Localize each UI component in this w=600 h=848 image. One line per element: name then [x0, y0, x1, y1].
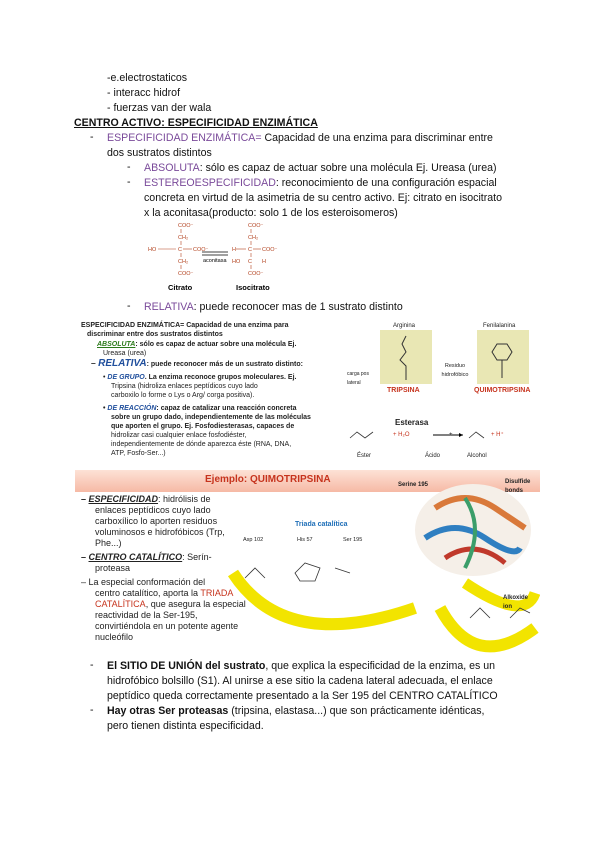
sitio-l3: peptídico queda correctamente presentado a la Ser 195 del CENTRO CATALÍTICO: [107, 690, 498, 702]
embedded-slide: [75, 318, 540, 656]
spec-definition: [107, 131, 493, 145]
otras-term: Hay otras Ser proteasas: [107, 705, 229, 717]
slide-reac-term: DE REACCIÓN: [107, 405, 157, 412]
atom-coo: COO⁻: [178, 223, 194, 229]
list-item-hydrophobic: - interacc hidrof: [107, 87, 181, 99]
atom-ch2: CH₂: [248, 235, 259, 241]
fenilalanina-box: [477, 330, 529, 384]
slide-conf-l3-text: , que asegura la especial: [145, 599, 246, 609]
list-item-vanderwaals: - fuerzas van der wala: [107, 102, 212, 114]
relativa-term: RELATIVA: [144, 301, 194, 313]
quimotripsina-label: QUIMOTRIPSINA: [474, 387, 531, 394]
relativa-text: : puede reconocer mas de 1 sustrato distinto: [193, 301, 403, 313]
slide-conf-l2: [95, 588, 233, 599]
carga-label: carga pos lateral: [347, 371, 369, 386]
arginina-label: Arginina: [393, 323, 416, 329]
citrate-label: Citrato: [168, 283, 193, 292]
slide-reac-l2: sobre un grupo dado, independientemente de las moléculas: [111, 414, 311, 421]
otras-l2: pero tienen distinta especificidad.: [107, 720, 264, 732]
atom-h: H: [262, 259, 266, 265]
section-heading: CENTRO ACTIVO: ESPECIFICIDAD ENZIMÁTICA: [74, 117, 318, 129]
slide-esp-l4: voluminosos e hidrofóbicos (Trp,: [95, 527, 225, 537]
slide-conf-l6: nucleófilo: [95, 632, 134, 642]
sitio-term: El SITIO DE UNIÓN del sustrato: [107, 660, 266, 672]
slide-grupo-l1: . La enzima reconoce grupos moleculares. Ej.: [144, 374, 297, 381]
atom-h: H: [232, 247, 236, 253]
alkoxide-label: Alkoxide ion: [503, 595, 529, 610]
slide-esp-l3: carboxílico lo aporten residuos: [95, 516, 218, 526]
sitio-l1: , que explica la especificidad de la enzima, es un: [265, 660, 496, 672]
sitio-l2: hidrofóbico bolsillo (S1). Al unirse a ese sitio la cadena lateral adecuada, el enlace: [107, 675, 493, 687]
slide-conf-l3: [95, 599, 246, 610]
slide-centro: – CENTRO CATALÍTICO: Serín-: [81, 552, 212, 562]
bullet-dash: -: [127, 161, 131, 173]
arginina-structure-icon: [380, 330, 432, 384]
atom-coo: COO⁻: [178, 271, 194, 277]
ser-label: Ser 195: [343, 537, 363, 543]
slide-conf-l2-text: centro catalítico, aporta la: [95, 588, 199, 598]
slide-triada: TRIADA: [200, 588, 234, 598]
estereo-line3: x la aconitasa(producto: solo 1 de los esteroisomeros): [144, 207, 398, 219]
bullet-dash: -: [127, 176, 131, 188]
sitio-item: [107, 659, 495, 673]
absoluta-text: : sólo es capaz de actuar sobre una molécula Ej. Ureasa (urea): [199, 162, 497, 174]
his-label: His 57: [297, 537, 313, 543]
tripsina-label: TRIPSINA: [387, 387, 420, 394]
residuo-label: Residuo hidrofóbico: [441, 363, 469, 378]
bullet-dash: -: [90, 704, 94, 716]
slide-esp-term: ESPECIFICIDAD: [88, 494, 159, 504]
slide-abs-text: : sólo es capaz de actuar sobre una molécula Ej.: [135, 341, 297, 348]
slide-conf-l4: reactividad de la Ser-195,: [95, 610, 198, 620]
slide-conf-l1-text: La especial conformación del: [88, 577, 206, 587]
slide-l1: ESPECIFICIDAD ENZIMÁTICA= Capacidad de una enzima para: [81, 322, 289, 329]
slide-conf-l1: – La especial conformación del: [81, 577, 206, 587]
estereo-term: ESTEREOESPECIFICIDAD: [144, 177, 276, 189]
fenilalanina-label: Fenilalanina: [483, 323, 516, 329]
serine195-label: Serine 195: [398, 482, 429, 488]
slide-esp-l1: : hidrólisis de: [158, 494, 211, 504]
slide-reaccion: • DE REACCIÓN: capaz de catalizar una reacción concreta: [103, 405, 297, 412]
atom-coo: COO⁻: [248, 223, 264, 229]
ester-label: Éster: [357, 453, 372, 459]
slide-reac-l1: : capaz de catalizar una reacción concreta: [156, 405, 297, 412]
triada-label: Triada catalítica: [295, 521, 348, 528]
slide-reac-l6: ATP, Fosfo-Ser...): [111, 450, 166, 457]
arrow-label: aconitasa: [203, 258, 227, 264]
atom-ho: HO: [148, 247, 157, 253]
bullet-dash: -: [90, 131, 94, 143]
otras-item: [107, 704, 484, 718]
atom-c: C: [178, 247, 182, 253]
slide-grupo-l3: carboxilo lo forme o Lys o Arg/ corga positiva).: [111, 392, 255, 399]
banner-title: Ejemplo: QUIMOTRIPSINA: [205, 474, 331, 485]
slide-reac-l3: que aporten el grupo. Ej. Fosfodiesterasas, capaces de: [111, 423, 295, 430]
plus-h2o: + H₂O: [393, 432, 410, 438]
slide-abs-text2: Ureasa (urea): [103, 350, 147, 357]
estereo-line1: : reconocimiento de una configuración espacial: [275, 177, 497, 189]
slide-especificidad: – ESPECIFICIDAD: hidrólisis de: [81, 494, 211, 504]
slide-grupo-term: DE GRUPO: [107, 374, 145, 381]
plus-sign: +: [449, 432, 453, 438]
slide-conf-l5: convirtiéndola en un potente agente: [95, 621, 239, 631]
bullet-dash: -: [127, 300, 131, 312]
atom-ch2: CH₂: [178, 259, 189, 265]
bullet-dash: -: [90, 659, 94, 671]
slide-abs-term: ABSOLUTA: [97, 341, 136, 348]
atom-c: C: [248, 247, 252, 253]
relativa-item: [144, 300, 403, 314]
disulfide-label: Disulfide bonds: [505, 479, 531, 494]
isocitrate-label: Isocitrato: [236, 283, 270, 292]
absoluta-term: ABSOLUTA: [144, 162, 200, 174]
slide-esp-l5: Phe...): [95, 538, 122, 548]
slide-absoluta: [97, 340, 296, 349]
spec-def-line1: Capacidad de una enzima para discriminar entre: [261, 132, 493, 144]
slide-rel-term: RELATIVA: [98, 358, 147, 369]
asp-label: Asp 102: [243, 537, 264, 543]
slide-rel-text: : puede reconocer más de un sustrato distinto:: [146, 361, 303, 368]
atom-ch2: CH₂: [178, 235, 189, 241]
slide-grupo: • DE GRUPO. La enzima reconoce grupos moleculares. Ej.: [103, 374, 297, 381]
slide-cc-l2: proteasa: [95, 563, 131, 573]
slide-l2: discriminar entre dos sustratos distintos: [87, 331, 223, 338]
slide-reac-l5: independientemente de dónde aparezca éste (RNA, DNA,: [111, 441, 292, 448]
slide-cc-term: CENTRO CATALÍTICO: [88, 552, 183, 562]
slide-catalitica: CATALÍTICA: [95, 599, 146, 609]
estereo-line2: concreta en virtud de la asimetria de su centro activo. Ej: citrato en isocitrato: [144, 192, 503, 204]
atom-coo: COO⁻: [262, 247, 278, 253]
alcohol-label: Alcohol: [467, 453, 487, 459]
slide-reac-l4: hidrolizar casi cualquier enlace fosfodiéster,: [111, 432, 247, 439]
atom-coo: COO⁻: [193, 247, 209, 253]
atom-coo: COO⁻: [248, 271, 264, 277]
slide-relativa: – RELATIVA: puede reconocer más de un sustrato distinto:: [91, 358, 303, 369]
acido-label: Ácido: [425, 453, 441, 459]
estereo-item: [144, 176, 497, 190]
plus-h: + H⁺: [491, 432, 504, 438]
slide-esp-l2: enlaces peptídicos cuyo lado: [95, 505, 211, 515]
esterasa-label: Esterasa: [395, 418, 429, 427]
arginina-box: [380, 330, 432, 384]
absoluta-item: [144, 161, 497, 175]
atom-c: C: [248, 259, 252, 265]
citrate-isocitrate-figure: [140, 220, 290, 296]
slide-cc-l1: : Serín-: [182, 552, 212, 562]
spec-term: ESPECIFICIDAD ENZIMÁTICA=: [107, 132, 262, 144]
atom-ho: HO: [232, 259, 241, 265]
fenilalanina-structure-icon: [477, 330, 529, 384]
list-item-electrostatic: -e.electrostaticos: [107, 72, 188, 84]
spec-def-line2: dos sustratos distintos: [107, 147, 212, 159]
otras-l1: (tripsina, elastasa...) que son prácticamente idénticas,: [228, 705, 485, 717]
slide-grupo-l2: Tripsina (hidroliza enlaces peptídicos cuyo lado: [111, 383, 258, 390]
